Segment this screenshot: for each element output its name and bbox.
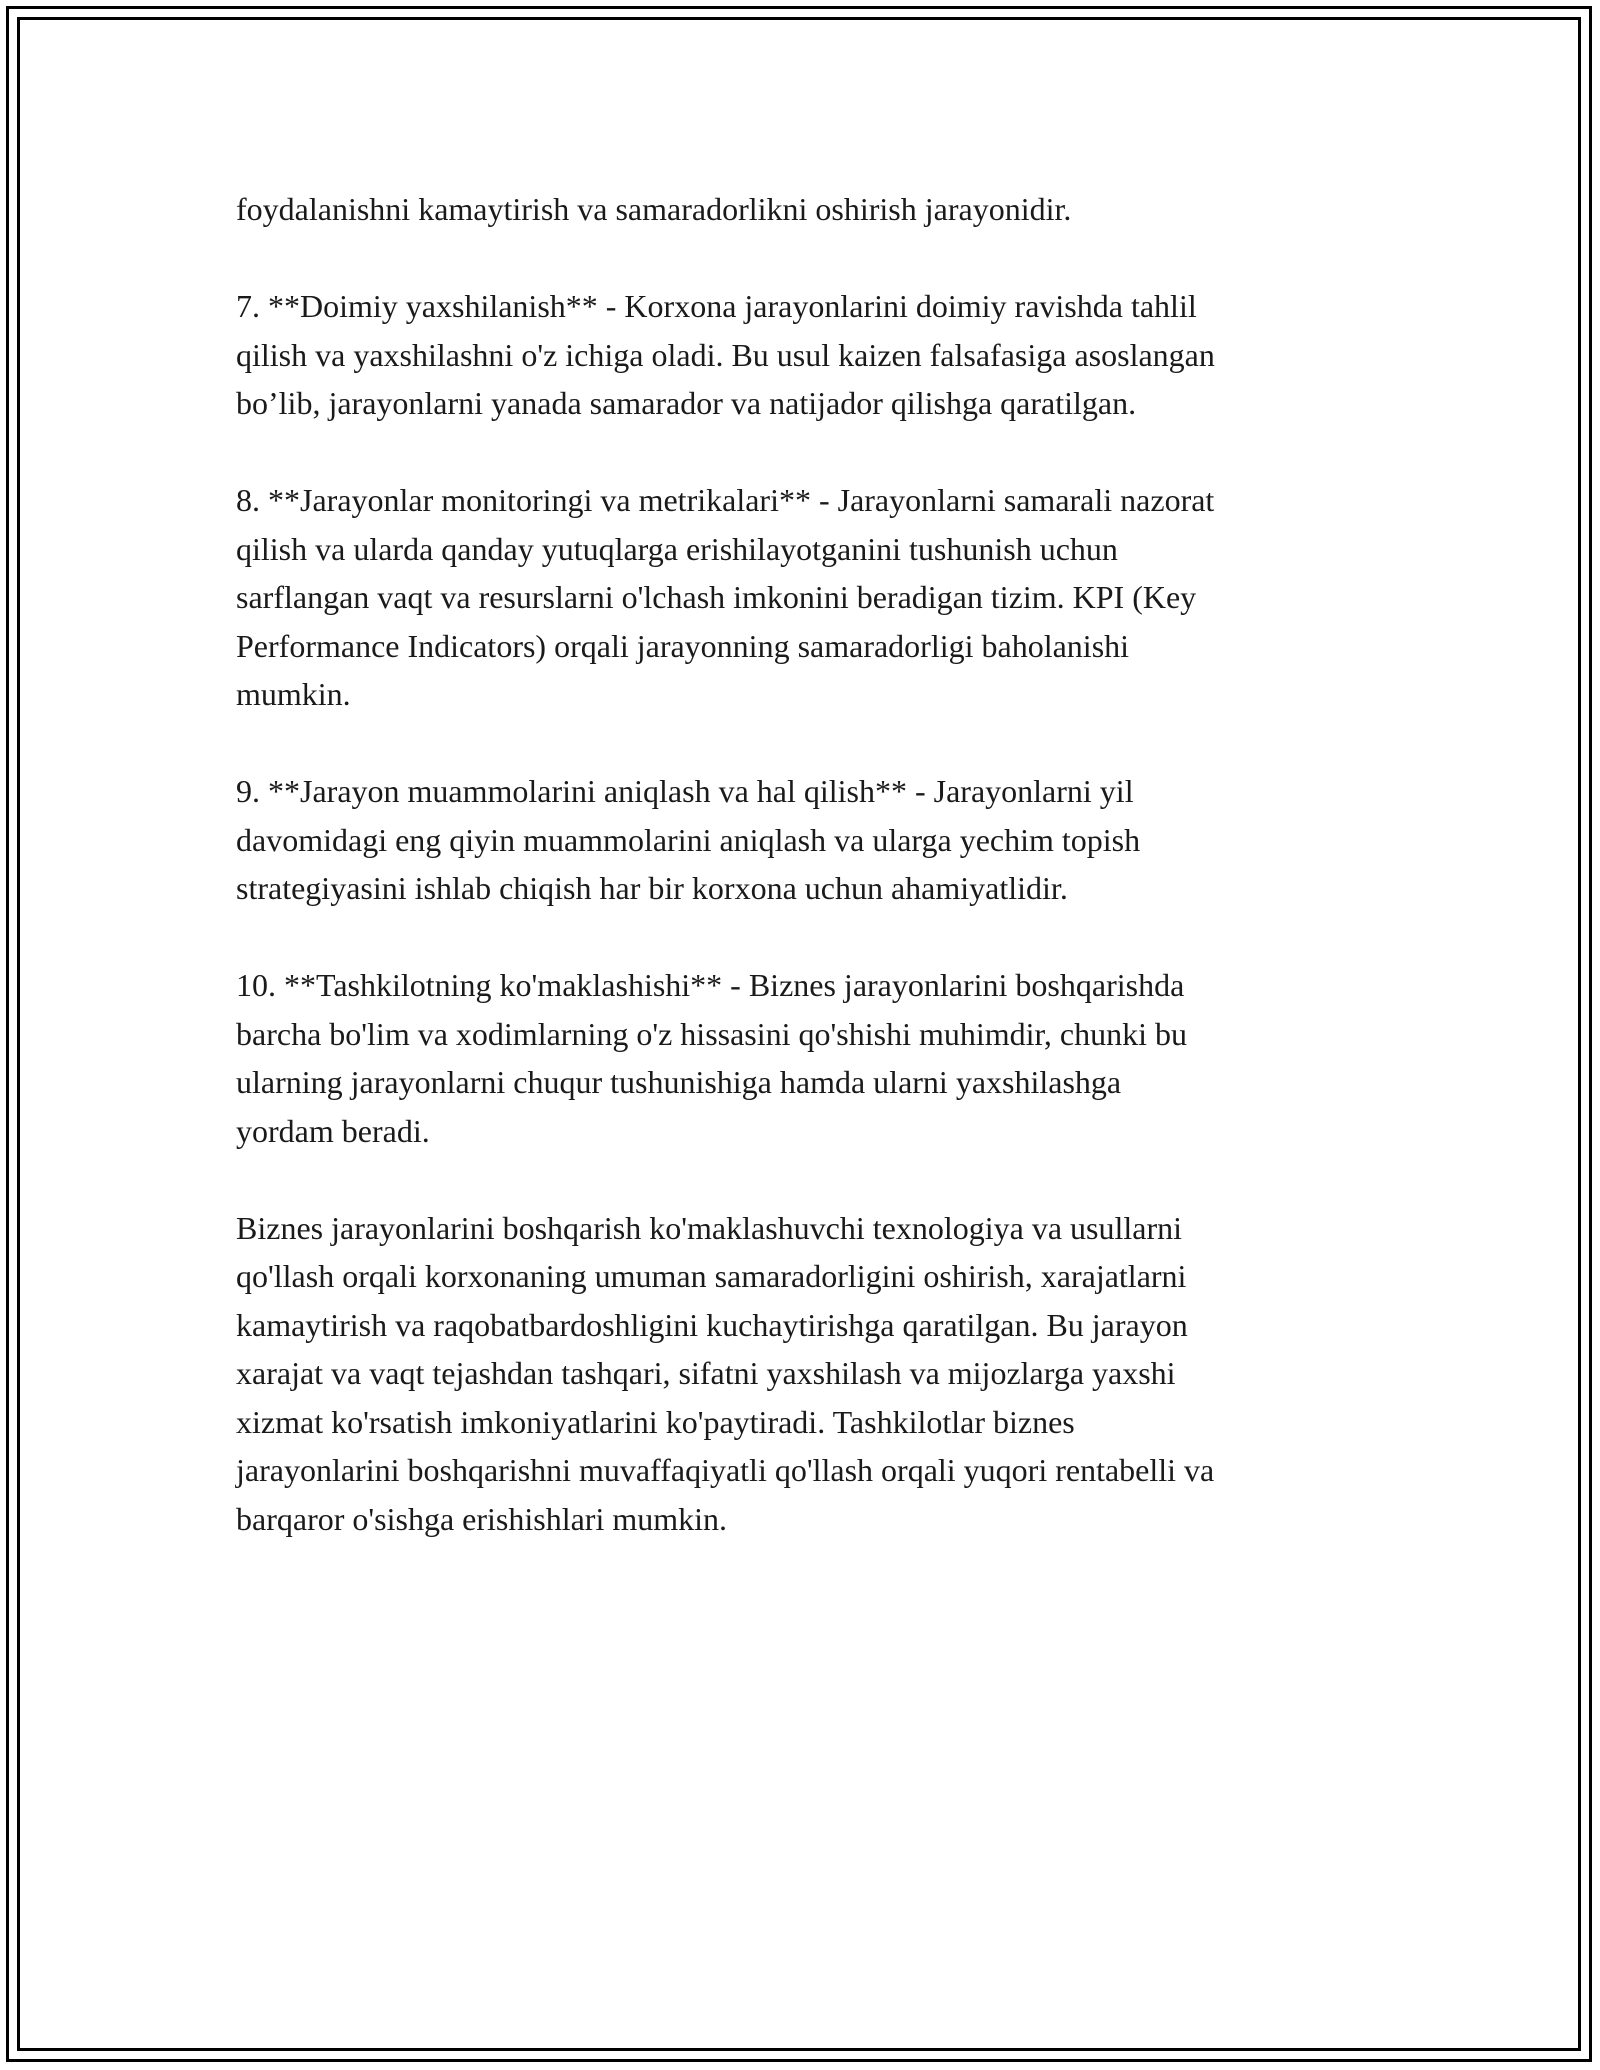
paragraph-item-7: 7. **Doimiy yaxshilanish** - Korxona jarayonlarini doimiy ravishda tahlil qilish va yaxshilashni o'z ichiga oladi. Bu usul kaizen falsafasiga asoslangan bo’lib, jarayonlarni yanada samarador va natijador qilishga qaratilgan. (236, 288, 1215, 421)
paragraph-conclusion: Biznes jarayonlarini boshqarish ko'maklashuvchi texnologiya va usullarni qo'llash orqali korxonaning umuman samaradorligini oshirish, xarajatlarni kamaytirish va raqobatbardoshligini kuchaytirishga qaratilgan. Bu jarayon xarajat va vaqt tejashdan tashqari, sifatni yaxshilash va mijozlarga yaxshi xizmat ko'rsatish imkoniyatlarini ko'paytiradi. Tashkilotlar biznes jarayonlarini boshqarishni muvaffaqiyatli qo'llash orqali yuqori rentabelli va barqaror o'sishga erishishlari mumkin. (236, 1209, 1215, 1537)
paragraph-continuation: foydalanishni kamaytirish va samaradorlikni oshirish jarayonidir. (236, 191, 1072, 227)
document-body (236, 185, 1376, 1592)
paragraph-item-10: 10. **Tashkilotning ko'maklashishi** - Biznes jarayonlarini boshqarishda barcha bo'lim va xodimlarning o'z hissasini qo'shishi muhimdir, chunki bu ularning jarayonlarni chuqur tushunishiga hamda ularni yaxshilashga yordam beradi. (236, 967, 1188, 1149)
paragraph-item-8: 8. **Jarayonlar monitoringi va metrikalari** - Jarayonlarni samarali nazorat qilish va ularda qanday yutuqlarga erishilayotganini tushunish uchun sarflangan vaqt va resurslarni o'lchash imkonini beradigan tizim. KPI (Key Performance Indicators) orqali jarayonning samaradorligi baholanishi mumkin. (236, 482, 1215, 712)
paragraph-item-9: 9. **Jarayon muammolarini aniqlash va hal qilish** - Jarayonlarni yil davomidagi eng qiyin muammolarini aniqlash va ularga yechim topish strategiyasini ishlab chiqish har bir korxona uchun ahamiyatlidir. (236, 773, 1141, 906)
